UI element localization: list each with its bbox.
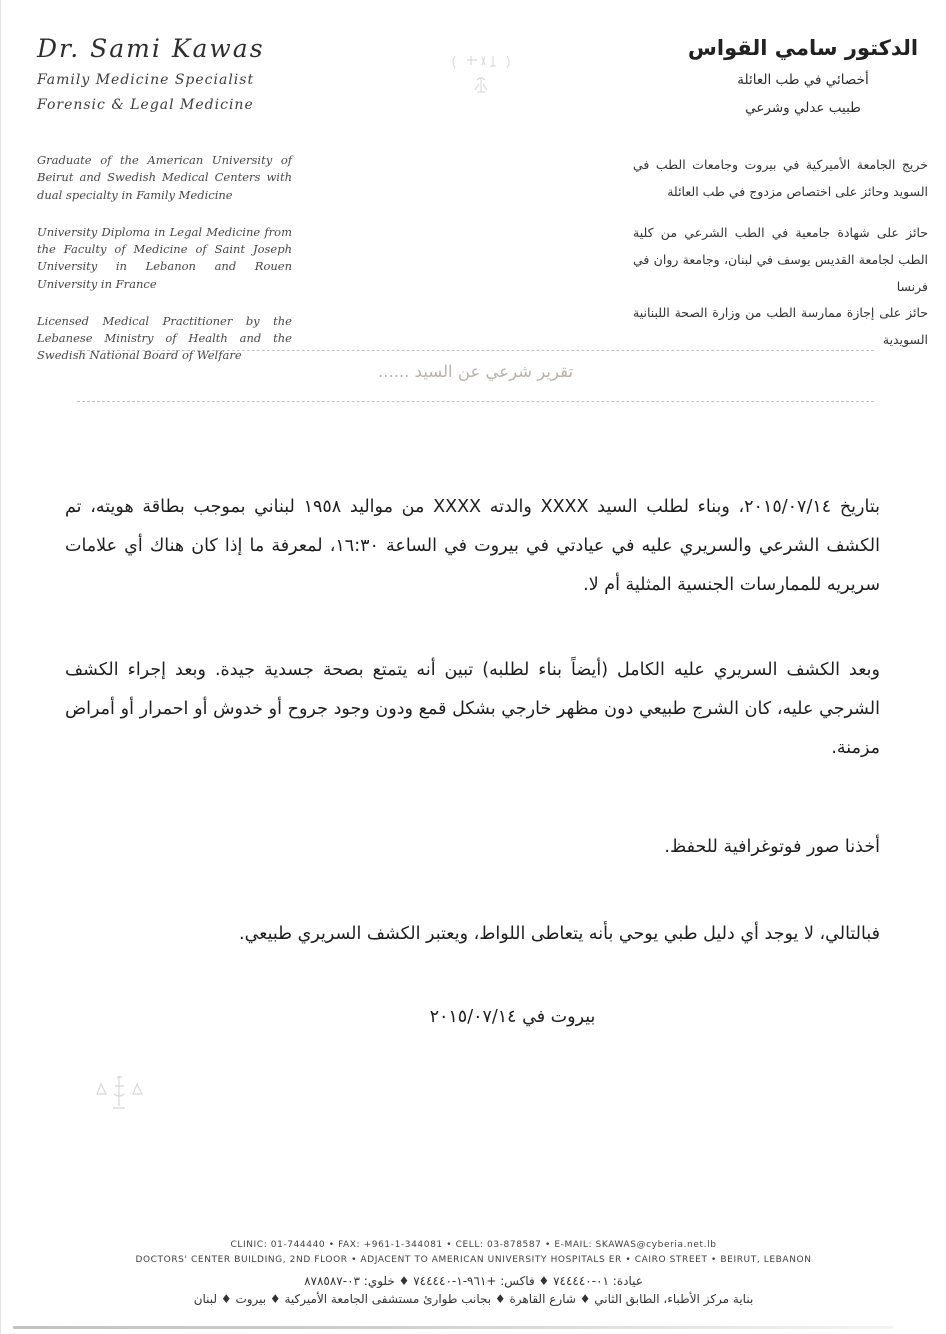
doctor-title-arabic-1: أخصائي في طب العائلة (737, 72, 869, 88)
report-body (65, 488, 880, 1037)
faint-signature-stamp-icon (93, 1072, 145, 1120)
letterhead-english (37, 34, 265, 113)
doctor-title-english-1: Family Medicine Specialist (37, 72, 255, 88)
credential-english-3: Licensed Medical Practitioner by the Lebanese Ministry of Health and the Swedish National Board of Welfare (37, 313, 292, 363)
report-paragraph-2: وبعد الكشف السريري عليه الكامل (أيضاً بناء لطلبه) تبين أنه يتمتع بصحة جسدية جيدة. وبعد إجراء الكشف الشرجي عليه، كان الشرج طبيعي دون مظهر خارجي بشكل قمع ودون وجود جروح أو خدوش أو احمرار أو أمراض مزمنة. (65, 660, 880, 758)
credentials-arabic (633, 152, 928, 368)
letterhead-arabic (678, 36, 928, 116)
scan-artifact-bar (13, 1326, 893, 1329)
report-title: تقرير شرعي عن السيد ...... (377, 362, 574, 381)
credential-arabic-3: حائز على إجازة ممارسة الطب من وزارة الصحة اللبنانية السويدية (633, 305, 928, 348)
credential-english-2: University Diploma in Legal Medicine from the Faculty of Medicine of Saint Joseph University in Lebanon and Rouen University in France (37, 224, 292, 291)
scan-rule-top (77, 350, 874, 351)
faint-stamp-icon (449, 42, 513, 104)
credential-english-1: Graduate of the American University of Beirut and Swedish Medical Centers with dual specialty in Family Medicine (37, 153, 292, 202)
doctor-title-english-2: Forensic & Legal Medicine (37, 97, 254, 113)
doctor-name-arabic: الدكتور سامي القواس (687, 36, 919, 60)
credential-arabic-1: خريج الجامعة الأميركية في بيروت وجامعات الطب في السويد وحائز على اختصاص مزدوج في طب العائلة (633, 157, 928, 199)
report-paragraph-3: أخذنا صور فوتوغرافية للحفظ. (664, 837, 880, 857)
footer-contact-block (1, 1240, 946, 1306)
credential-arabic-2: حائز على شهادة جامعية في الطب الشرعي من كلية الطب لجامعة القديس يوسف في لبنان، وجامعة روان في فرنسا (633, 224, 928, 294)
doctor-name-english: Dr. Sami Kawas (37, 34, 265, 63)
scan-rule-bottom (77, 401, 874, 402)
footer-arabic-contact: عيادة: ٠١-٧٤٤٤٤٠ ♦ فاكس: +٩٦١-١-٧٤٤٤٤٠ ♦ خلوي: ٠٣-٨٧٨٥٨٧ (304, 1274, 643, 1288)
doctor-title-arabic-2: طبيب عدلي وشرعي (745, 100, 861, 116)
report-date-line: بيروت في ٢٠١٥/٠٧/١٤ (429, 1007, 596, 1027)
report-title-band (77, 350, 874, 402)
footer-english-address: DOCTORS' CENTER BUILDING, 2ND FLOOR • ADJACENT TO AMERICAN UNIVERSITY HOSPITALS ER • CAIRO STREET • BEIRUT, LEBANON (135, 1255, 812, 1265)
footer-english-contact: CLINIC: 01-744440 • FAX: +961-1-344081 • CELL: 03-878587 • E-MAIL: SKAWAS@cyberia.net.lb (230, 1240, 717, 1250)
report-paragraph-1: بتاريخ ٢٠١٥/٠٧/١٤، وبناء لطلب السيد XXXX والدته XXXX من مواليد ١٩٥٨ لبناني بموجب بطاقة هويته، تم الكشف الشرعي والسريري عليه في عيادتي في بيروت في الساعة ١٦:٣٠، لمعرفة ما إذا كان هناك أي علامات سريريه للممارسات الجنسية المثلية أم لا. (65, 497, 881, 595)
report-paragraph-4: فبالتالي، لا يوجد أي دليل طبي يوحي بأنه يتعاطى اللواط، ويعتبر الكشف السريري طبيعي. (239, 924, 880, 944)
footer-arabic-address: بناية مركز الأطباء، الطابق الثاني ♦ شارع القاهرة ♦ بجانب طوارئ مستشفى الجامعة الأميركية ♦ بيروت ♦ لبنان (193, 1292, 754, 1306)
